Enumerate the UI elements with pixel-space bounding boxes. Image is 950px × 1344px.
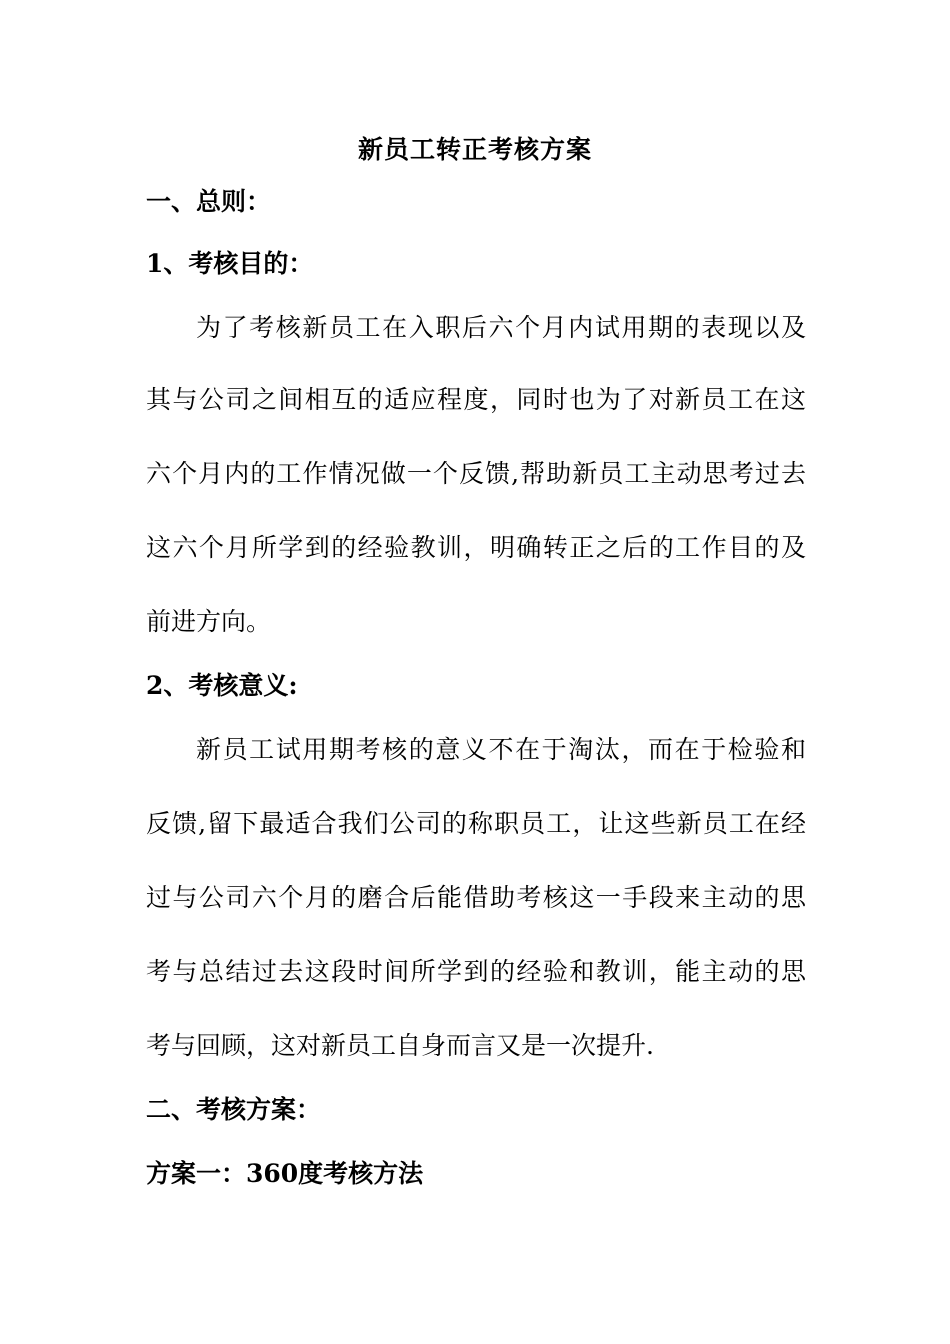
significance-line-1: 新员工试用期考核的意义不在于淘汰，而在于检验和: [196, 735, 806, 764]
purpose-line-3: 六个月内的工作情况做一个反馈,帮助新员工主动思考过去: [146, 459, 806, 488]
subheading-significance: 2、考核意义:: [146, 671, 298, 700]
purpose-line-5: 前进方向。: [146, 607, 272, 636]
significance-line-2: 反馈,留下最适合我们公司的称职员工，让这些新员工在经: [146, 809, 806, 838]
purpose-line-4: 这六个月所学到的经验教训，明确转正之后的工作目的及: [146, 533, 806, 562]
significance-line-4: 考与总结过去这段时间所学到的经验和教训，能主动的思: [146, 957, 806, 986]
significance-line-3: 过与公司六个月的磨合后能借助考核这一手段来主动的思: [146, 883, 806, 912]
document-title: 新员工转正考核方案: [357, 135, 592, 164]
subheading-purpose: 1、考核目的：: [146, 249, 314, 278]
section-heading-plans: 二、考核方案：: [146, 1095, 322, 1124]
section-heading-general: 一、总则：: [146, 187, 272, 216]
subheading-plan-one: 方案一：360度考核方法: [146, 1159, 424, 1188]
significance-line-5: 考与回顾，这对新员工自身而言又是一次提升.: [146, 1031, 654, 1060]
purpose-line-2: 其与公司之间相互的适应程度，同时也为了对新员工在这: [146, 385, 806, 414]
purpose-line-1: 为了考核新员工在入职后六个月内试用期的表现以及: [196, 313, 806, 342]
